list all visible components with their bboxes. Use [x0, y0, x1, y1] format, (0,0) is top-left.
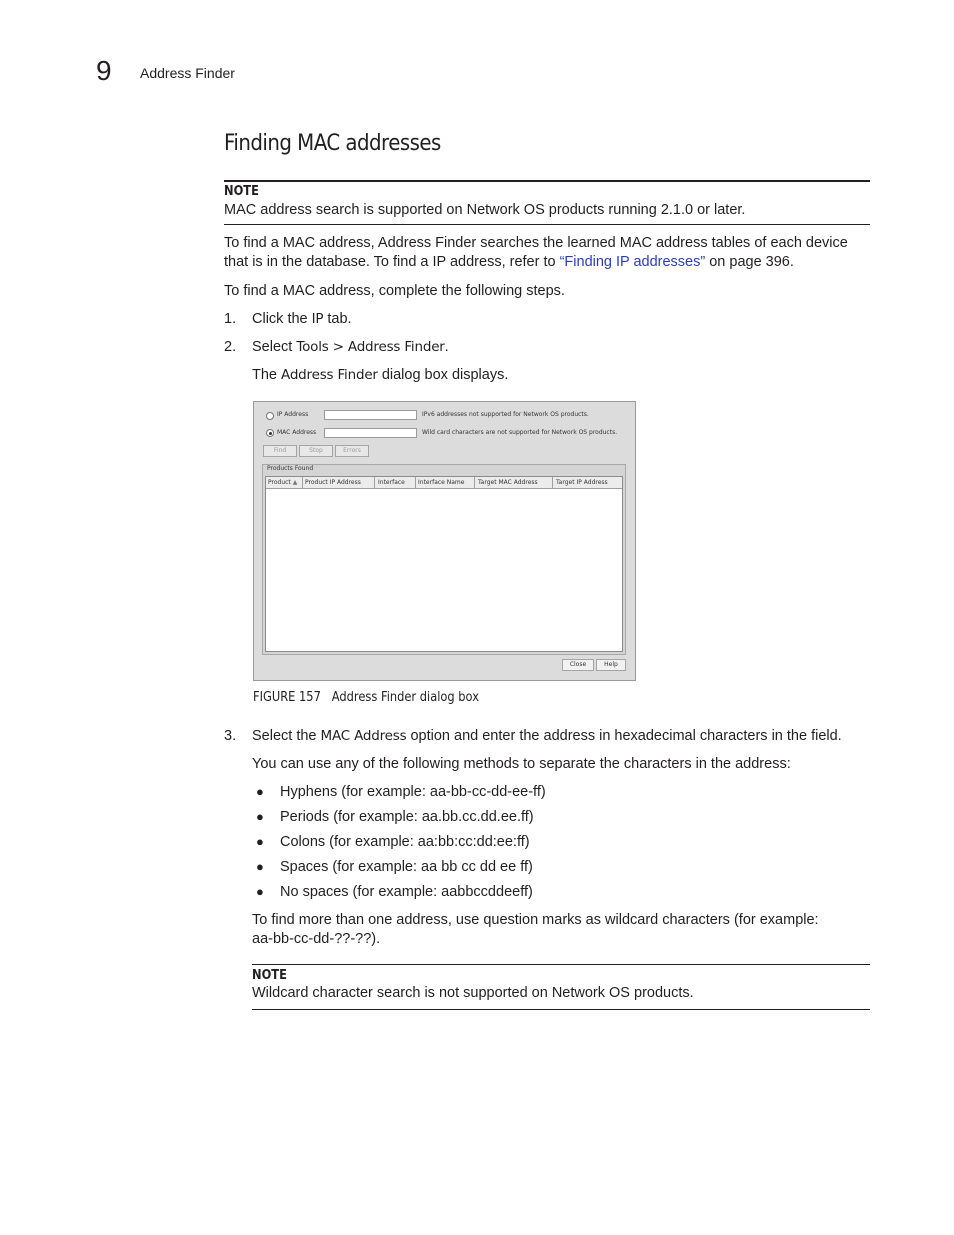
column-product[interactable] [266, 477, 303, 488]
list-item: Periods (for example: aa.bb.cc.dd.ee.ff) [280, 809, 534, 825]
step1-ui: IP [311, 311, 324, 327]
step2-sub-a: The [252, 367, 282, 383]
step3-subtext: You can use any of the following methods to separate the characters in the address: [252, 756, 791, 772]
step1-number: 1. [224, 311, 237, 327]
chapter-number: 9 [96, 55, 112, 86]
close-button[interactable]: Close [562, 659, 594, 671]
column-interface-name[interactable]: Interface Name [416, 477, 475, 488]
bullet-icon: ● [256, 834, 264, 849]
ip-address-label: IP Address [277, 411, 309, 418]
step2-sub-ui: Address Finder [281, 367, 378, 383]
step1-text [252, 310, 352, 329]
ip-address-radio[interactable] [266, 412, 274, 420]
figure-title: Address Finder dialog box [331, 690, 479, 705]
bullet-icon: ● [256, 784, 264, 799]
column-product-ip-address[interactable]: Product IP Address [303, 477, 375, 488]
list-item: No spaces (for example: aabbccddeeff) [280, 884, 533, 900]
note2-label: NOTE [252, 968, 287, 983]
step3-text [252, 727, 842, 746]
list-item: Spaces (for example: aa bb cc dd ee ff) [280, 859, 533, 875]
bullet-icon: ● [256, 809, 264, 824]
note2-top-rule [252, 964, 870, 965]
ip-address-field[interactable] [324, 410, 417, 420]
column-interface[interactable]: Interface [376, 477, 416, 488]
address-finder-dialog [253, 401, 636, 681]
help-button[interactable]: Help [596, 659, 626, 671]
step2-number: 2. [224, 339, 237, 355]
intro-paragraph [224, 234, 848, 272]
step3-ui: MAC Address [320, 728, 407, 744]
step2-b: . [444, 339, 449, 355]
note-top-rule [224, 180, 870, 182]
list-item: Colons (for example: aa:bb:cc:dd:ee:ff) [280, 834, 530, 850]
mac-address-label: MAC Address [277, 429, 317, 436]
step3-a: Select the [252, 728, 321, 744]
products-found-title: Products Found [267, 465, 314, 472]
step3-b: option and enter the address in hexadecimal characters in the field. [406, 728, 842, 744]
stop-button[interactable]: Stop [299, 445, 333, 457]
wildcard-paragraph [252, 911, 819, 949]
note2-bottom-rule [252, 1009, 870, 1010]
step2-subtext [252, 366, 508, 385]
wildcard-line1: To find more than one address, use question marks as wildcard characters (for example: [252, 912, 819, 928]
note2-text: Wildcard character search is not supported on Network OS products. [252, 985, 694, 1001]
note-bottom-rule [224, 224, 870, 225]
ip-address-hint: IPv6 addresses not supported for Network OS products. [422, 411, 589, 418]
steps-intro: To find a MAC address, complete the following steps. [224, 283, 565, 299]
mac-address-hint: Wild card characters are not supported for Network OS products. [422, 429, 618, 436]
intro-line1: To find a MAC address, Address Finder searches the learned MAC address tables of each device [224, 235, 848, 251]
note-label: NOTE [224, 184, 259, 199]
bullet-icon: ● [256, 859, 264, 874]
finding-ip-addresses-link[interactable]: “Finding IP addresses” [559, 254, 706, 270]
products-table-header [266, 477, 622, 489]
list-item: Hyphens (for example: aa-bb-cc-dd-ee-ff) [280, 784, 546, 800]
step1-b: tab. [323, 311, 352, 327]
chapter-title: Address Finder [140, 65, 235, 81]
find-button[interactable]: Find [263, 445, 297, 457]
figure-number: FIGURE 157 [253, 690, 321, 705]
column-target-ip-address[interactable]: Target IP Address [556, 479, 608, 486]
step1-a: Click the [252, 311, 312, 327]
step3-number: 3. [224, 728, 237, 744]
mac-address-field[interactable] [324, 428, 417, 438]
step2-a: Select [252, 339, 297, 355]
note-text: MAC address search is supported on Network OS products running 2.1.0 or later. [224, 202, 746, 218]
step2-ui: Tools > Address Finder [296, 339, 445, 355]
section-title: Finding MAC addresses [224, 131, 441, 156]
bullet-icon: ● [256, 884, 264, 899]
intro-line2-text: that is in the database. To find a IP address, refer to [224, 254, 560, 270]
errors-button[interactable]: Errors [335, 445, 369, 457]
intro-line2-page: on page 396. [705, 254, 794, 270]
column-target-mac-address[interactable]: Target MAC Address [476, 477, 553, 488]
wildcard-line2: aa-bb-cc-dd-??-??). [252, 931, 381, 947]
products-table[interactable] [265, 476, 623, 652]
step2-text [252, 338, 449, 357]
column-product-label: Product [268, 479, 291, 486]
figure-caption [253, 690, 479, 705]
step2-sub-b: dialog box displays. [377, 367, 509, 383]
mac-address-radio[interactable] [266, 429, 274, 437]
sort-ascending-icon: ▲ [292, 479, 298, 486]
